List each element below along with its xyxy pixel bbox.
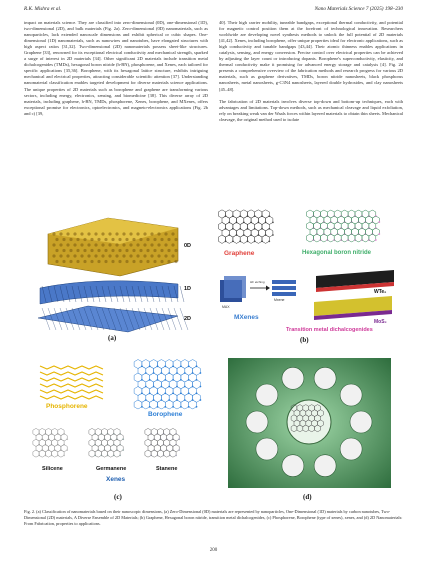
silicene-label: Silicene xyxy=(42,466,63,472)
mxene-block-max xyxy=(220,276,246,302)
2d-nanomaterials-overview-graphic xyxy=(220,356,399,496)
hf-label: HF etching xyxy=(250,280,265,284)
panel-d-label: (d) xyxy=(303,493,312,501)
label-0d: 0D xyxy=(184,243,192,249)
right-column-text: 40]. Their high carrier mobility, tuneable bandgaps, exceptional thermal conductivity, and potential for magnetic control position them at the forefront of technological innovation. Researchers worldwide are developing novel synthesis methods to unlock the full potential of 2D materials [41,42]. Xenes, including borophene, offer unique properties ideal for electronic applications, such as high conductivity and tunable bandgaps [43,44]. Their atomic thinness enables applications in catalysis, sensing, and energy conversion. Precise control over electrical properties can be achieved by adjusting the layer count or introducing dopants. Borophene's superconductivity, elasticity, and thermal conductivity make it promising for advanced energy storage and catalysis [4]. Fig. 2d presents a comprehensive overview of the fabrication methods and research progress for various 2D materials, such as graphene derivatives, TMDs, boron nitride nanosheets, black phosphorus nanosheets, metal nanosheets, g-C3N4 nanosheets, layered double hydroxides, and clay nanosheets [45–48]. The fabrication of 2D materials involves diverse top-down and bottom-up techniques, each with advantages and limitations. Top-down methods, such as mechanical cleavage and liquid exfoliation, rely on breaking weak van der Waals forces within layered materials to obtain thin sheets. Mechanical cleavage, the original method used to isolate xyxy=(219,20,403,122)
label-2d: 2D xyxy=(184,316,192,322)
nanoparticle-cluster-0d xyxy=(48,218,178,276)
panel-b xyxy=(214,206,399,346)
graphene-label: Graphene xyxy=(224,250,255,257)
phosphorene-structure xyxy=(40,366,103,399)
mos2-structure xyxy=(314,296,392,320)
panel-a xyxy=(28,206,206,346)
xenes-label: Xenes xyxy=(106,476,126,483)
max-label: MAX xyxy=(222,305,230,309)
graphene-lattice xyxy=(218,210,273,244)
panel-a-label: (a) xyxy=(108,334,117,342)
tmd-label: Transition metal dichalcogenides xyxy=(286,327,373,333)
mos2-label: MoS₂ xyxy=(374,319,387,325)
nanomaterial-dimensions-illustration xyxy=(28,206,206,346)
borophene-label: Borophene xyxy=(148,411,183,418)
hf-etching-arrow xyxy=(250,286,270,291)
page-number: 200 xyxy=(209,548,218,553)
running-authors: R.K. Mishra et al. xyxy=(24,6,62,12)
hbn-label: Hexagonal boron nitride xyxy=(302,250,372,256)
stanene-label: Stanene xyxy=(156,466,178,472)
germanene-structure xyxy=(89,428,124,457)
panel-c xyxy=(28,356,214,504)
phosphorene-label: Phosphorene xyxy=(46,403,88,410)
panel-c-label: (c) xyxy=(114,493,122,501)
borophene-structure xyxy=(134,360,201,410)
left-column-text: impact on materials science. They are classified into zero-dimensional (0D), one-dimensional (1D), two-dimensional (2D), and bulk materials (Fig. 2a). Zero-dimensional (0D) nanomaterials, such as nanoparticles, lack extended nanoscale dimensions and exhibit spherical or cubic shapes. One-dimensional (1D) nanomaterials, such as nanowires and nanotubes, have elongated structures with high aspect ratios [31,32]. Two-dimensional (2D) nanomaterials possess sheet-like structures. Graphene [33], renowned for its exceptional electrical conductivity and mechanical strength, sparked a surge of interest in 2D materials [34]. Other significant 2D materials include transition metal dichalcogenides (TMDs), hexagonal boron nitride (h-BN), phosphorene, and Xenes, each tailored for specific applications [35,36]. Borophene, with its hexagonal lattice structure, exhibits intriguing mechanical and electrical properties, attracting considerable scientific attention [37]. Understanding nanomaterial classification enables targeted development for diverse materials science applications. The unique properties of 2D materials such as borophene and graphene are transforming various sectors, including energy, electronics, sensing, and biomedicine [38]. This diverse array of 2D materials, including graphene, h-BN, TMDs, phosphorene, Xenes, borophene, and MXenes, offers exceptional promise for electronics, optoelectronics, and magneto-electronics applications (Fig. 2b and c) [39, xyxy=(24,20,208,116)
mxenes-label: MXenes xyxy=(234,314,259,321)
page-header xyxy=(24,6,403,16)
journal-citation: Nano Materials Science 7 (2025) 198–230 xyxy=(314,6,403,12)
stanene-structure xyxy=(145,428,180,457)
panel-b-label: (b) xyxy=(300,336,309,344)
label-1d: 1D xyxy=(184,286,192,292)
nanotube-1d xyxy=(40,281,184,304)
mxene-layers xyxy=(272,280,296,296)
graphene-sheet-2d xyxy=(38,306,188,332)
germanene-label: Germanene xyxy=(96,466,127,472)
2d-materials-illustration xyxy=(214,206,399,346)
wte2-label: WTe₂ xyxy=(374,289,387,295)
silicene-structure xyxy=(33,428,68,457)
mxene-small-label: Mxene xyxy=(274,298,285,302)
panel-d xyxy=(220,356,399,504)
hbn-lattice xyxy=(307,210,381,242)
figure-caption: Fig. 2. (a) Classification of nanomaterials based on their nanoscopic dimensions, (a) Zero-Dimensional (0D) materials are represented by nanoparticles, One-Dimensional (1D) materials by carbon nanotubes, Two-Dimensional (2D) materials, A Diverse Ensemble of 2D Materials; (b) Graphene, Hexagonal boron nitride, transition metal dichalcogenides, (c) Phosphorene, Borophene (type of xenes), xenes, and (d) 2D Nanomaterials: From Fabrication, properties to applications. xyxy=(24,509,403,526)
figure-2 xyxy=(28,206,399,504)
